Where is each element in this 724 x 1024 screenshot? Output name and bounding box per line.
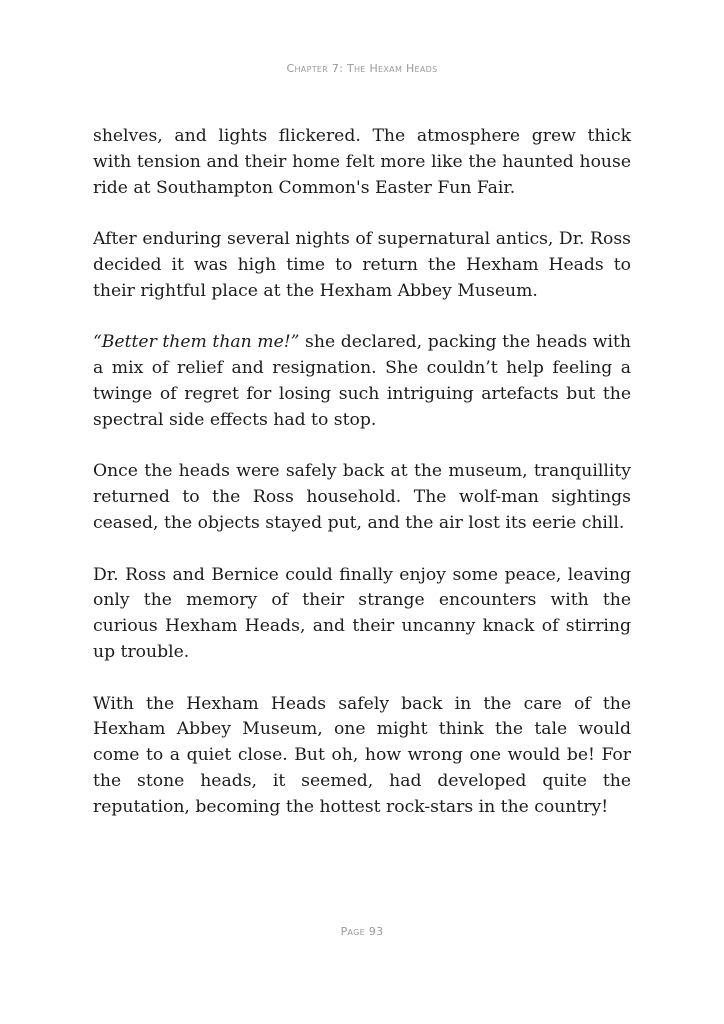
paragraph-5: Dr. Ross and Bernice could finally enjoy some peace, leaving only the memory of their strange encounters with the curious Hexham Heads, and their uncanny knack of stirring up trouble.	[93, 564, 631, 662]
running-header: Chapter 7: The Hexam Heads	[286, 62, 438, 75]
paragraph-6: With the Hexham Heads safely back in the care of the Hexham Abbey Museum, one might think the tale would come to a quiet close. But oh, how wrong one would be! For the stone heads, it seemed, had developed quite the reputation, becoming the hottest rock-stars in the country!	[93, 693, 631, 817]
paragraph-1: shelves, and lights flickered. The atmosphere grew thick with tension and their home felt more like the haunted house ride at Southampton Common's Easter Fun Fair.	[93, 126, 631, 198]
paragraph-4: Once the heads were safely back at the museum, tranquillity returned to the Ross household. The wolf-man sightings ceased, the objects stayed put, and the air lost its eerie chill.	[93, 461, 631, 533]
page-number: Page 93	[340, 925, 384, 938]
paragraph-3-rest: she declared, packing the heads with a mix of relief and resignation. She couldn’t help feeling a twinge of regret for losing such intriguing artefacts but the spectral side effects had to stop.	[93, 332, 631, 430]
paragraph-2: After enduring several nights of supernatural antics, Dr. Ross decided it was high time to return the Hexham Heads to their rightful place at the Hexham Abbey Museum.	[93, 229, 631, 301]
body-text	[93, 124, 631, 821]
paragraph-3-quote: “Better them than me!”	[93, 332, 300, 353]
paragraph-3	[93, 330, 631, 433]
